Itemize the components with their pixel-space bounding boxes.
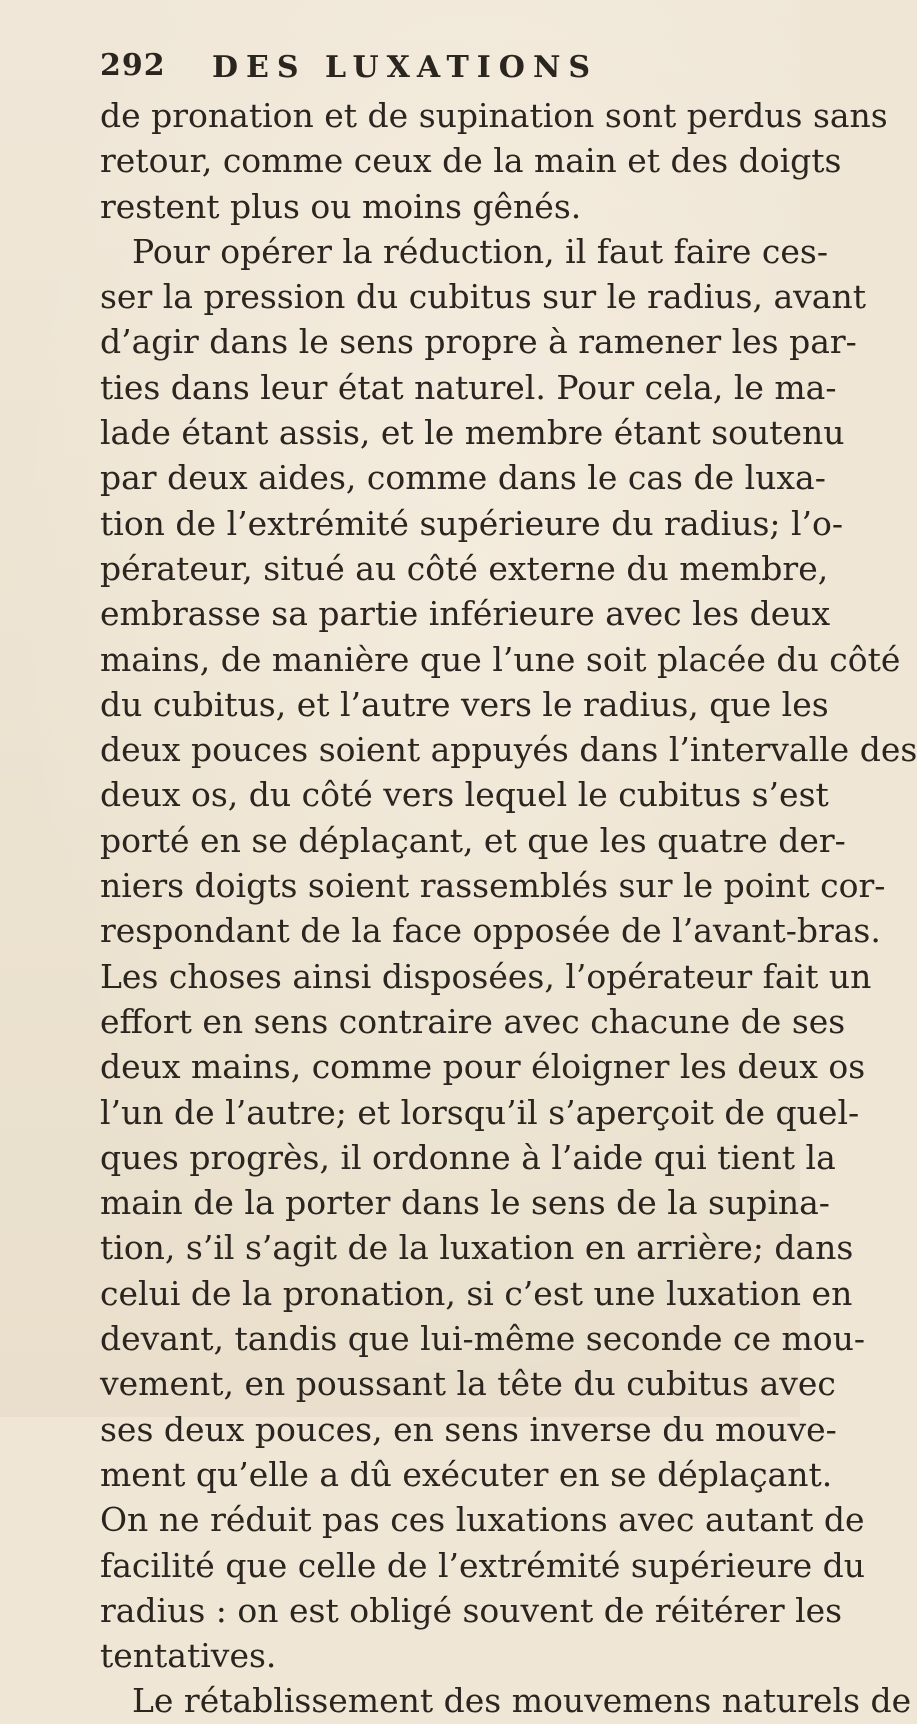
- text-line: l’un de l’autre; et lorsqu’il s’aperçoit de quel-: [100, 1092, 860, 1132]
- text-line: ses deux pouces, en sens inverse du mouve-: [100, 1409, 837, 1449]
- text-line: tentatives.: [100, 1636, 277, 1676]
- text-line: du cubitus, et l’autre vers le radius, que les: [100, 684, 829, 724]
- text-line: ser la pression du cubitus sur le radius, avant: [100, 277, 866, 317]
- text-line: embrasse sa partie inférieure avec les deux: [100, 594, 831, 634]
- text-line: Les choses ainsi disposées, l’opérateur fait un: [100, 956, 872, 996]
- text-line: Le rétablissement des mouvemens naturels de: [132, 1681, 912, 1721]
- text-line: deux os, du côté vers lequel le cubitus s’est: [100, 775, 829, 815]
- text-line: ties dans leur état naturel. Pour cela, le ma-: [100, 367, 837, 407]
- text-line: niers doigts soient rassemblés sur le point cor-: [100, 866, 886, 906]
- text-line: tion, s’il s’agit de la luxation en arrière; dans: [100, 1228, 854, 1268]
- body-text: [100, 93, 917, 1724]
- text-line: porté en se déplaçant, et que les quatre der-: [100, 820, 846, 860]
- text-line: vement, en poussant la tête du cubitus avec: [100, 1364, 836, 1404]
- text-line: ques progrès, il ordonne à l’aide qui tient la: [100, 1137, 836, 1177]
- text-line: d’agir dans le sens propre à ramener les par-: [100, 322, 857, 362]
- text-line: On ne réduit pas ces luxations avec autant de: [100, 1500, 865, 1540]
- text-line: deux pouces soient appuyés dans l’intervalle des: [100, 730, 917, 770]
- text-line: par deux aides, comme dans le cas de luxa-: [100, 458, 826, 498]
- text-line: devant, tandis que lui-même seconde ce mou-: [100, 1319, 866, 1359]
- text-line: radius : on est obligé souvent de réitérer les: [100, 1590, 843, 1630]
- text-line: tion de l’extrémité supérieure du radius; l’o-: [100, 503, 844, 543]
- text-line: restent plus ou moins gênés.: [100, 186, 582, 226]
- page-number: 292: [100, 48, 166, 83]
- text-line: celui de la pronation, si c’est une luxation en: [100, 1273, 853, 1313]
- text-line: lade étant assis, et le membre étant soutenu: [100, 413, 845, 453]
- text-line: ment qu’elle a dû exécuter en se déplaçant.: [100, 1454, 833, 1494]
- text-line: main de la porter dans le sens de la supina-: [100, 1183, 830, 1223]
- text-line: Pour opérer la réduction, il faut faire ces-: [132, 231, 828, 271]
- text-line: facilité que celle de l’extrémité supérieure du: [100, 1545, 865, 1585]
- page-header: [100, 48, 720, 92]
- text-line: de pronation et de supination sont perdus sans: [100, 96, 888, 135]
- text-line: deux mains, comme pour éloigner les deux os: [100, 1047, 866, 1087]
- text-line: mains, de manière que l’une soit placée du côté: [100, 639, 901, 679]
- text-line: respondant de la face opposée de l’avant-bras.: [100, 911, 881, 951]
- text-line: retour, comme ceux de la main et des doigts: [100, 141, 842, 181]
- text-line: effort en sens contraire avec chacune de ses: [100, 1001, 846, 1041]
- text-line: pérateur, situé au côté externe du membre,: [100, 548, 829, 588]
- running-title: DES LUXATIONS: [212, 50, 599, 85]
